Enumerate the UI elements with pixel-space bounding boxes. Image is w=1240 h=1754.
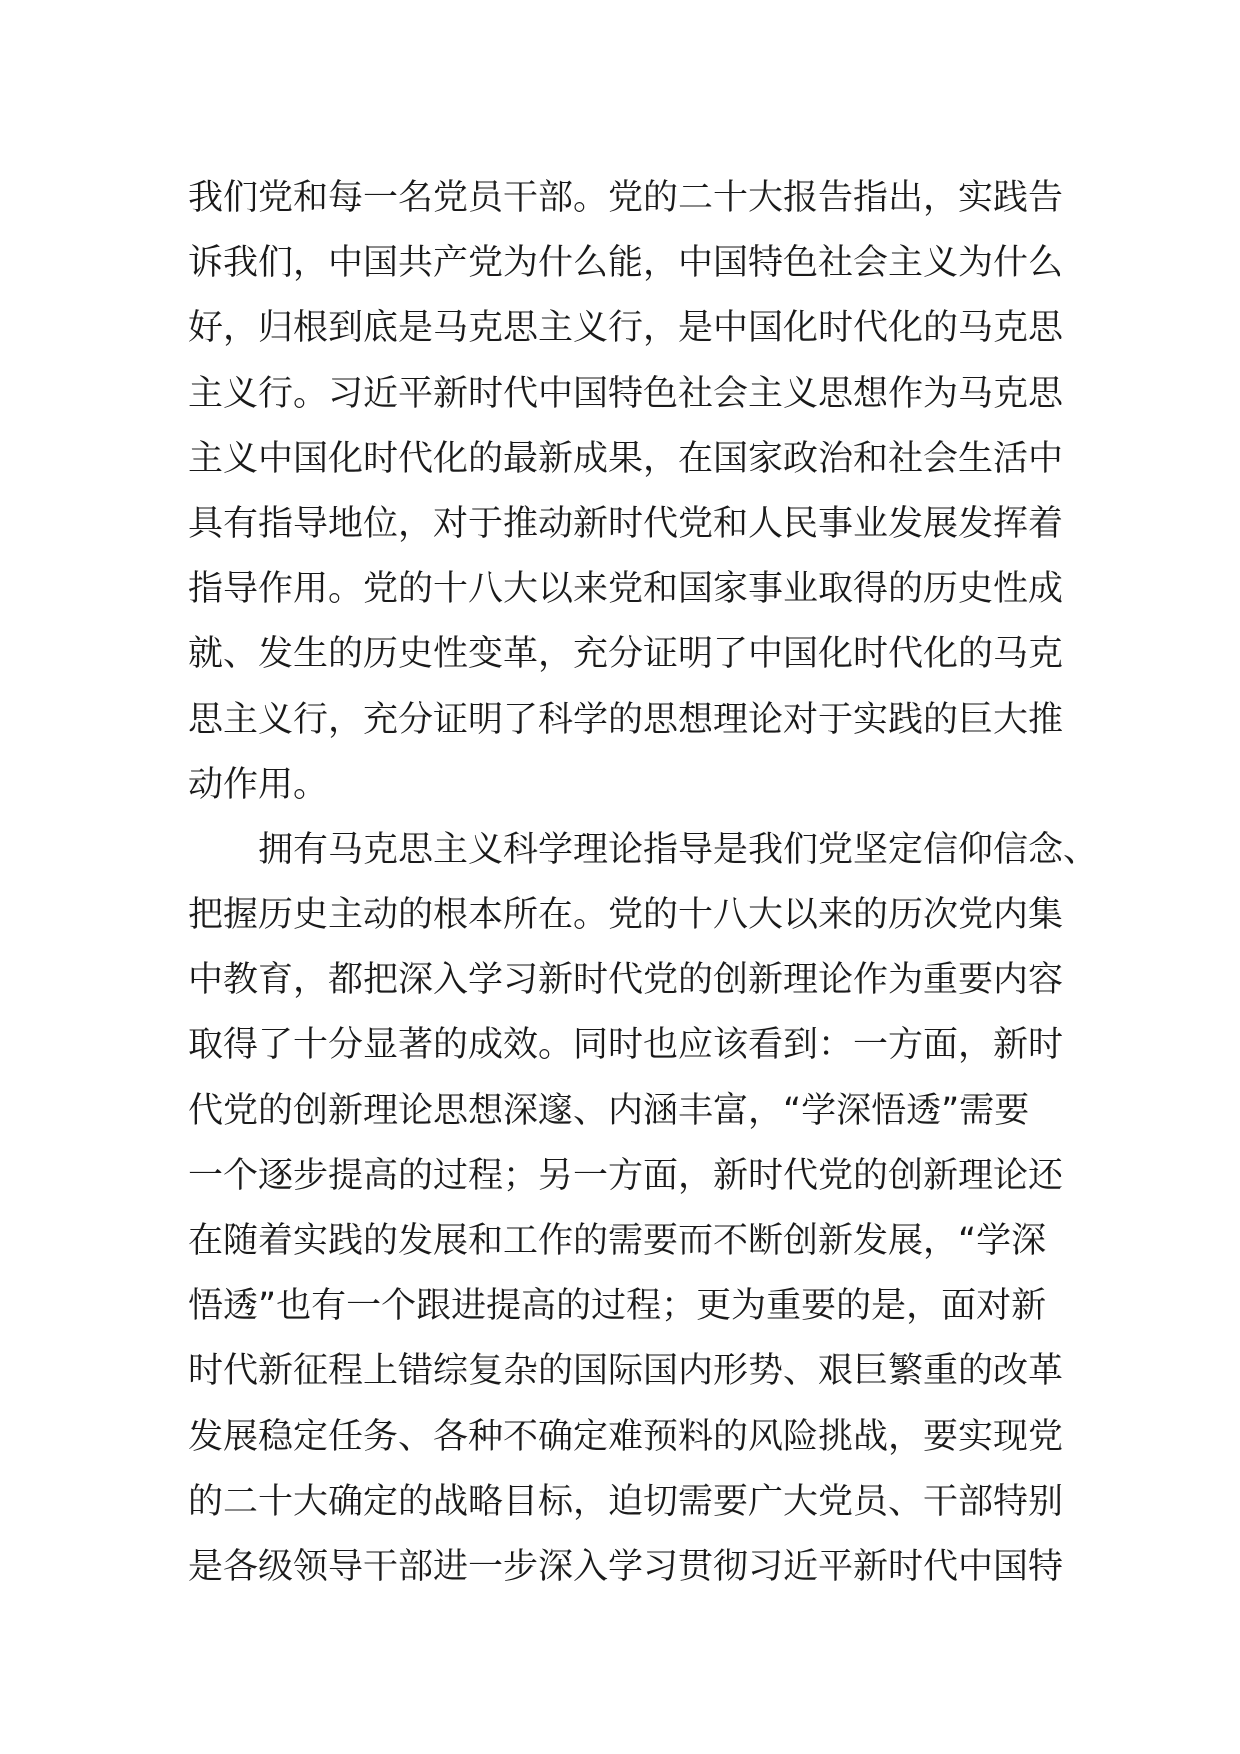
text-line: 在随着实践的发展和工作的需要而不断创新发展，“学深	[188, 1221, 1047, 1261]
text-line: 是各级领导干部进一步深入学习贯彻习近平新时代中国特	[188, 1546, 1064, 1587]
paragraph-2	[188, 818, 1099, 1600]
paragraph-1	[188, 166, 1068, 818]
text-line: 思主义行，充分证明了科学的思想理论对于实践的巨大推	[188, 699, 1064, 740]
text-line: 具有指导地位，对于推动新时代党和人民事业发展发挥着	[188, 503, 1064, 544]
text-line: 就、发生的历史性变革，充分证明了中国化时代化的马克	[188, 634, 1064, 675]
text-line: 的二十大确定的战略目标，迫切需要广大党员、干部特别	[188, 1481, 1064, 1522]
text-line-indented: 拥有马克思主义科学理论指导是我们党坚定信仰信念、	[258, 829, 1099, 870]
text-line: 时代新征程上错综复杂的国际国内形势、艰巨繁重的改革	[188, 1351, 1064, 1392]
text-line: 好，归根到底是马克思主义行，是中国化时代化的马克思	[188, 308, 1064, 349]
text-line: 一个逐步提高的过程；另一方面，新时代党的创新理论还	[188, 1155, 1064, 1196]
text-line: 取得了十分显著的成效。同时也应该看到：一方面，新时	[188, 1025, 1064, 1066]
text-line: 主义中国化时代化的最新成果，在国家政治和社会生活中	[188, 438, 1064, 479]
text-line: 中教育，都把深入学习新时代党的创新理论作为重要内容	[188, 960, 1064, 1001]
text-line: 动作用。	[188, 764, 329, 805]
text-line: 发展稳定任务、各种不确定难预料的风险挑战，要实现党	[188, 1416, 1064, 1457]
text-line: 悟透”也有一个跟进提高的过程；更为重要的是，面对新	[188, 1286, 1047, 1327]
text-line: 代党的创新理论思想深邃、内涵丰富，“学深悟透”需要	[188, 1090, 1030, 1131]
text-line: 指导作用。党的十八大以来党和国家事业取得的历史性成	[188, 569, 1064, 610]
text-line: 我们党和每一名党员干部。党的二十大报告指出，实践告	[188, 178, 1064, 218]
body-text	[188, 166, 1099, 1600]
text-line: 把握历史主动的根本所在。党的十八大以来的历次党内集	[188, 895, 1064, 936]
text-line: 诉我们，中国共产党为什么能，中国特色社会主义为什么	[188, 243, 1064, 284]
text-line: 主义行。习近平新时代中国特色社会主义思想作为马克思	[188, 373, 1064, 414]
